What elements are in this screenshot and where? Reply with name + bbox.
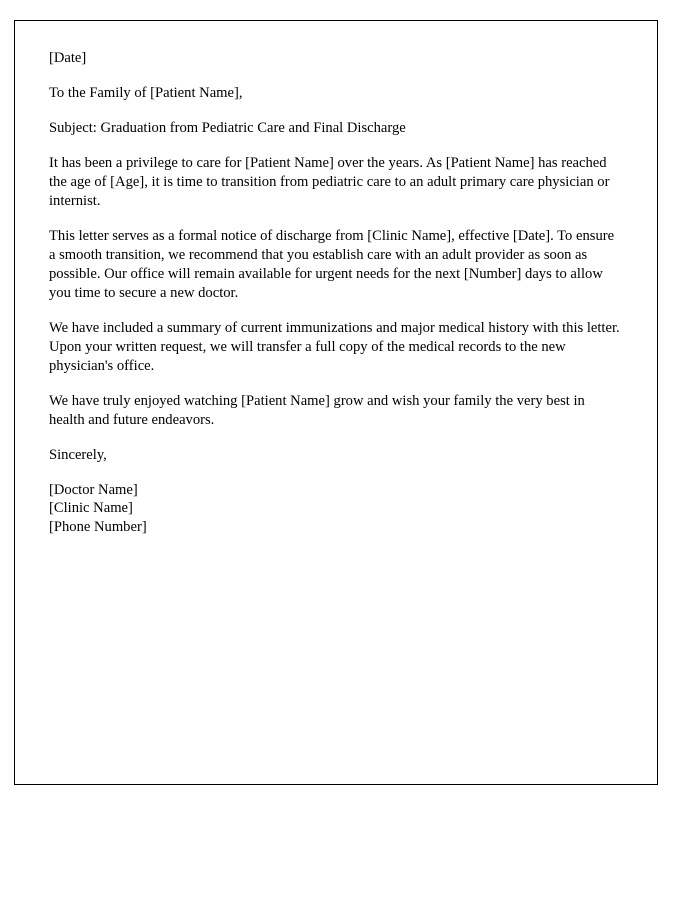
paragraph-records: We have included a summary of current immunizations and major medical history with this letter. Upon your written request, we will transfer a full copy of the medical records to the new physician's office. — [49, 319, 620, 374]
date-line: [Date] — [49, 50, 87, 66]
paragraph-discharge-notice: This letter serves as a formal notice of discharge from [Clinic Name], effective [Date]. To ensure a smooth transition, we recommend that you establish care with an adult provider as soon as possible. Our office will remain available for urgent needs for the next [Number] days to allow you time to secure a new doctor. — [49, 227, 615, 301]
paragraph-farewell: We have truly enjoyed watching [Patient Name] grow and wish your family the very best in health and future endeavors. — [49, 392, 585, 428]
salutation: To the Family of [Patient Name], — [49, 84, 243, 101]
closing-line: Sincerely, — [49, 446, 107, 463]
signature-block — [49, 481, 623, 538]
signature-phone-number: [Phone Number] — [49, 519, 147, 536]
document-page — [14, 20, 658, 785]
paragraph-intro: It has been a privilege to care for [Patient Name] over the years. As [Patient Name] has reached the age of [Age], it is time to transition from pediatric care to an adult primary care physician or internist. — [49, 154, 610, 209]
subject-line: Subject: Graduation from Pediatric Care and Final Discharge — [49, 119, 406, 136]
signature-doctor-name: [Doctor Name] — [49, 481, 138, 498]
letter-body — [15, 21, 657, 537]
signature-clinic-name: [Clinic Name] — [49, 500, 133, 517]
